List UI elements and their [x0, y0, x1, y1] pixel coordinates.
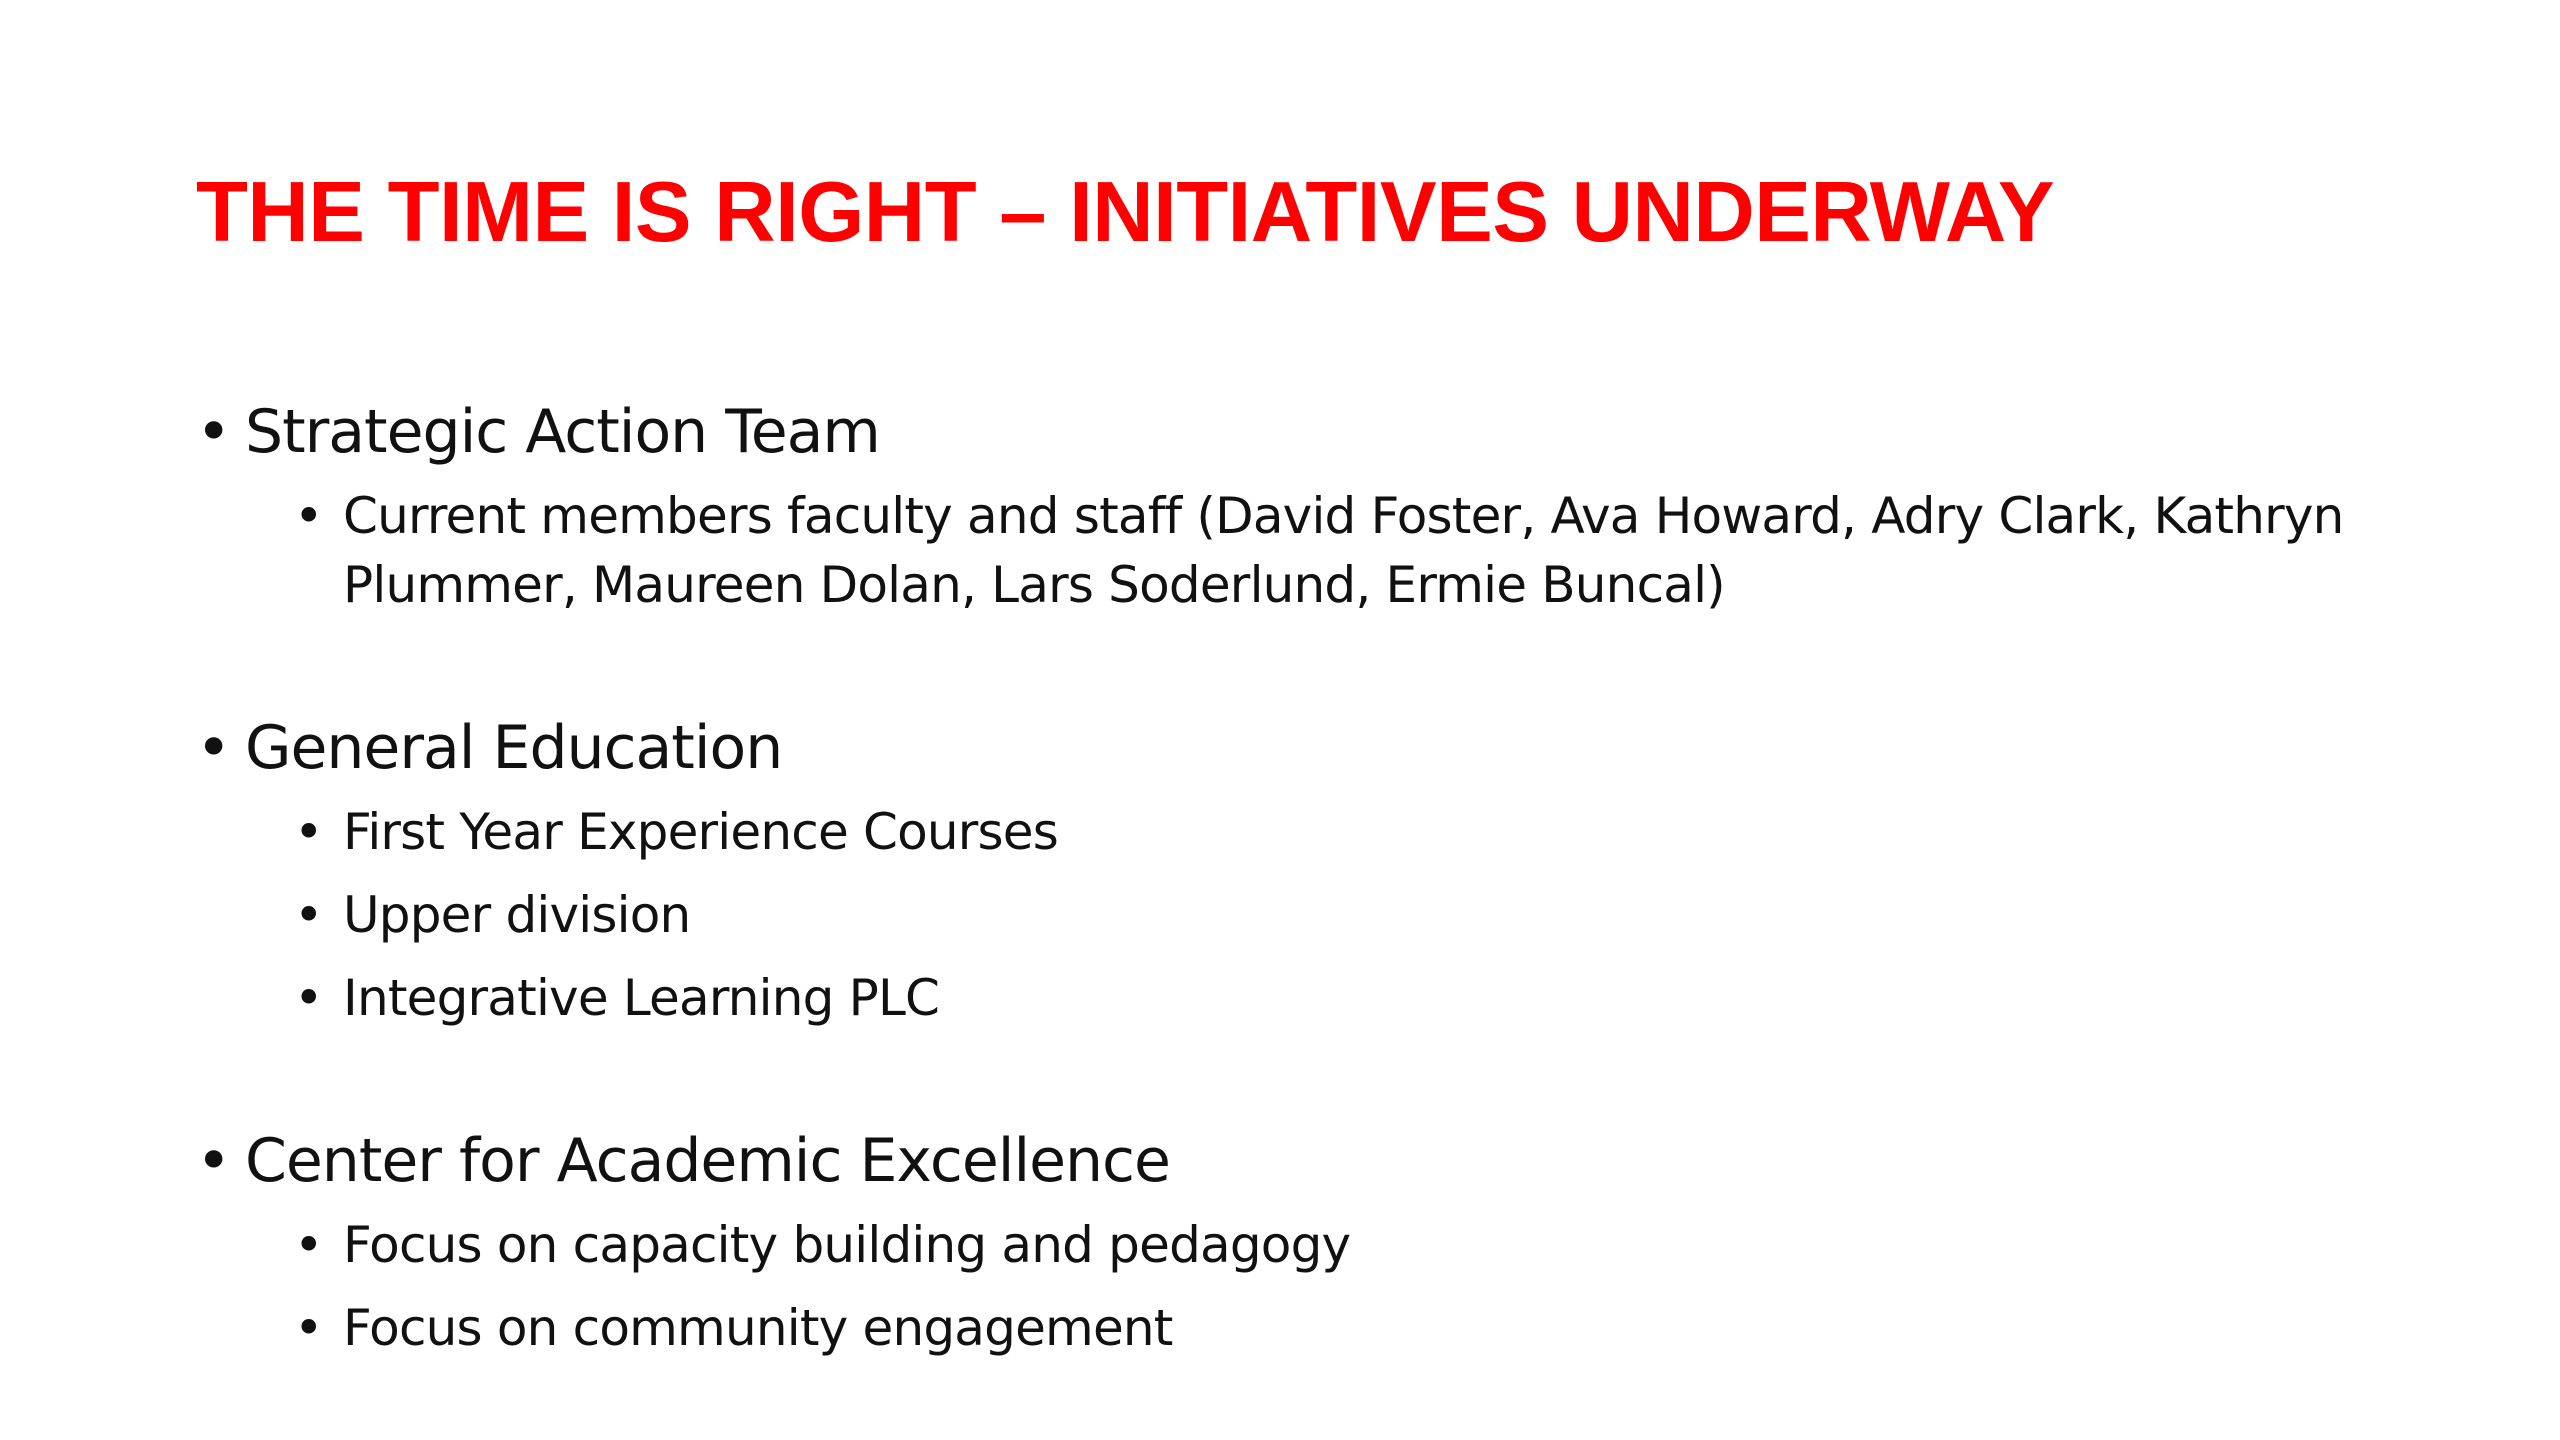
sub-bullet-item: [245, 964, 2396, 1033]
sub-bullet-list: [245, 798, 2396, 1033]
slide-title: THE TIME IS RIGHT – INITIATIVES UNDERWAY: [196, 165, 2055, 260]
bullet-icon: •: [196, 713, 231, 783]
sub-bullet-item: [245, 798, 2396, 867]
sub-bullet-label: Upper division: [343, 886, 691, 944]
bullet-item-center-for-academic-excellence: [196, 1117, 2396, 1363]
sub-bullet-item: [245, 881, 2396, 950]
bullet-list: [196, 388, 2396, 1363]
sub-bullet-item: [245, 1294, 2396, 1363]
bullet-icon: •: [196, 1126, 231, 1196]
bullet-label: Strategic Action Team: [245, 397, 880, 467]
sub-bullet-label: Focus on community engagement: [343, 1299, 1173, 1357]
sub-bullet-label: Integrative Learning PLC: [343, 969, 940, 1027]
bullet-item-strategic-action-team: [196, 388, 2396, 620]
bullet-icon: •: [294, 886, 323, 944]
sub-bullet-label: First Year Experience Courses: [343, 803, 1059, 861]
bullet-icon: •: [196, 397, 231, 467]
bullet-icon: •: [294, 969, 323, 1027]
sub-bullet-item: [245, 1211, 2396, 1280]
sub-bullet-list: [245, 1211, 2396, 1363]
bullet-icon: •: [294, 803, 323, 861]
bullet-label: General Education: [245, 713, 783, 783]
sub-bullet-list: [245, 482, 2396, 620]
bullet-icon: •: [294, 1216, 323, 1274]
bullet-label: Center for Academic Excellence: [245, 1126, 1170, 1196]
sub-bullet-item: [245, 482, 2396, 620]
bullet-icon: •: [294, 1299, 323, 1357]
bullet-item-general-education: [196, 704, 2396, 1033]
sub-bullet-label: Focus on capacity building and pedagogy: [343, 1216, 1351, 1274]
bullet-icon: •: [294, 487, 323, 545]
sub-bullet-label: Current members faculty and staff (David Foster, Ava Howard, Adry Clark, Kathryn Plummer, Maureen Dolan, Lars Soderlund, Ermie Buncal): [343, 487, 2344, 614]
